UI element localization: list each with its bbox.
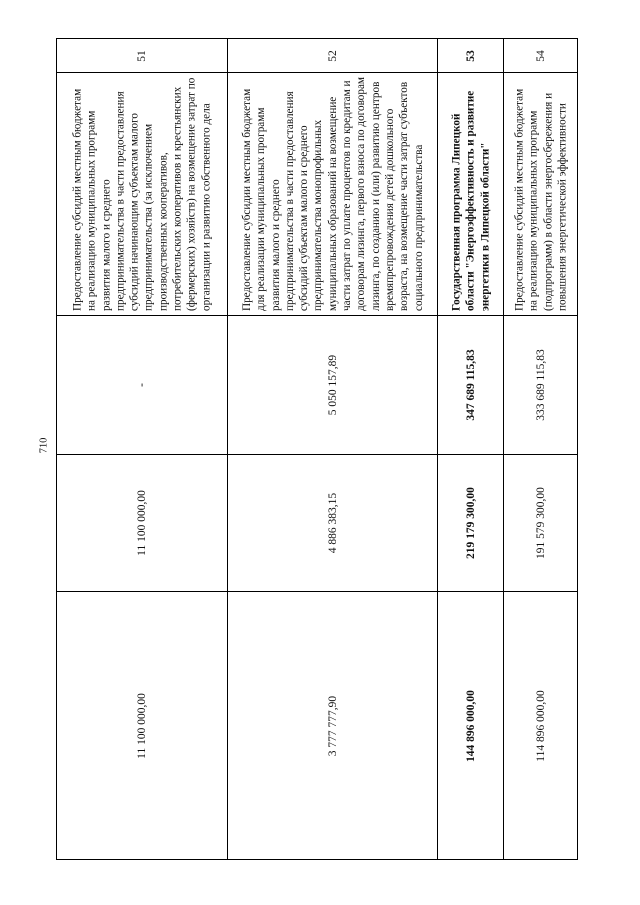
table-row	[228, 39, 438, 859]
value-2: 4 886 383,15	[326, 492, 339, 554]
value-3: 11 100 000,00	[135, 692, 148, 759]
value-3: 114 896 000,00	[534, 689, 547, 762]
row-number: 53	[464, 49, 477, 62]
value-cell-3	[504, 591, 577, 859]
value-1: -	[135, 383, 148, 387]
value-cell-1	[438, 315, 503, 454]
row-number: 54	[534, 49, 547, 62]
value-cell-2	[438, 454, 503, 591]
row-number: 52	[326, 49, 339, 62]
table-row-total	[438, 39, 504, 859]
value-cell-1	[57, 315, 227, 454]
row-number-cell	[438, 39, 503, 72]
value-1: 5 050 157,89	[326, 354, 339, 416]
row-description: Предоставление субсидии местным бюджетам для реализации муниципальных программ развития малого и среднего предпринимательства в части предоставления субсидий субъектам малого и среднего предпринимательства монопрофильных муниципальных образований на возмещение части затрат по уплате процентов по кредитам и договорам лизинга, первого взноса по договорам лизинга, по созданию и (или) развитию центров времяпрепровождения детей дошкольного возраста, на возмещение части затрат субъектов социального предпринимательства	[240, 76, 425, 311]
value-cell-2	[504, 454, 577, 591]
description-cell	[438, 72, 503, 315]
row-number: 51	[135, 49, 148, 62]
description-cell	[57, 72, 227, 315]
value-1: 347 689 115,83	[464, 349, 477, 421]
value-cell-2	[228, 454, 437, 591]
page-number: 710	[38, 437, 50, 454]
value-3: 144 896 000,00	[464, 689, 477, 762]
value-cell-3	[438, 591, 503, 859]
table-row	[57, 39, 228, 859]
description-cell	[228, 72, 437, 315]
table-row	[504, 39, 577, 859]
value-2: 219 179 300,00	[464, 487, 477, 559]
row-number-cell	[57, 39, 227, 72]
value-cell-3	[228, 591, 437, 859]
value-cell-2	[57, 454, 227, 591]
row-number-cell	[228, 39, 437, 72]
value-cell-1	[228, 315, 437, 454]
row-description: Государственная программа Липецкой области "Энергоэффективность и развитие энергетики в Липецкой области"	[450, 90, 491, 311]
value-cell-1	[504, 315, 577, 454]
value-2: 191 579 300,00	[534, 487, 547, 559]
description-cell	[504, 72, 577, 315]
row-description: Предоставление субсидий местным бюджетам на реализацию муниципальных программ (подпрограмм) в области энергосбережения и повышения энергетической эффективности	[512, 88, 568, 311]
row-description: Предоставление субсидий местным бюджетам на реализацию муниципальных программ развития малого и среднего предпринимательства в части предоставления субсидий начинающим субъектам малого предпринимательства (за исключением производственных кооперативов, потребительских кооперативов и крестьянских (фермерских) хозяйств) на возмещение затрат по организации и развитию собственного дела	[71, 77, 213, 311]
value-cell-3	[57, 591, 227, 859]
value-3: 3 777 777,90	[326, 695, 339, 756]
row-number-cell	[504, 39, 577, 72]
value-1: 333 689 115,83	[534, 349, 547, 421]
value-2: 11 100 000,00	[135, 490, 148, 556]
budget-table	[56, 38, 578, 860]
